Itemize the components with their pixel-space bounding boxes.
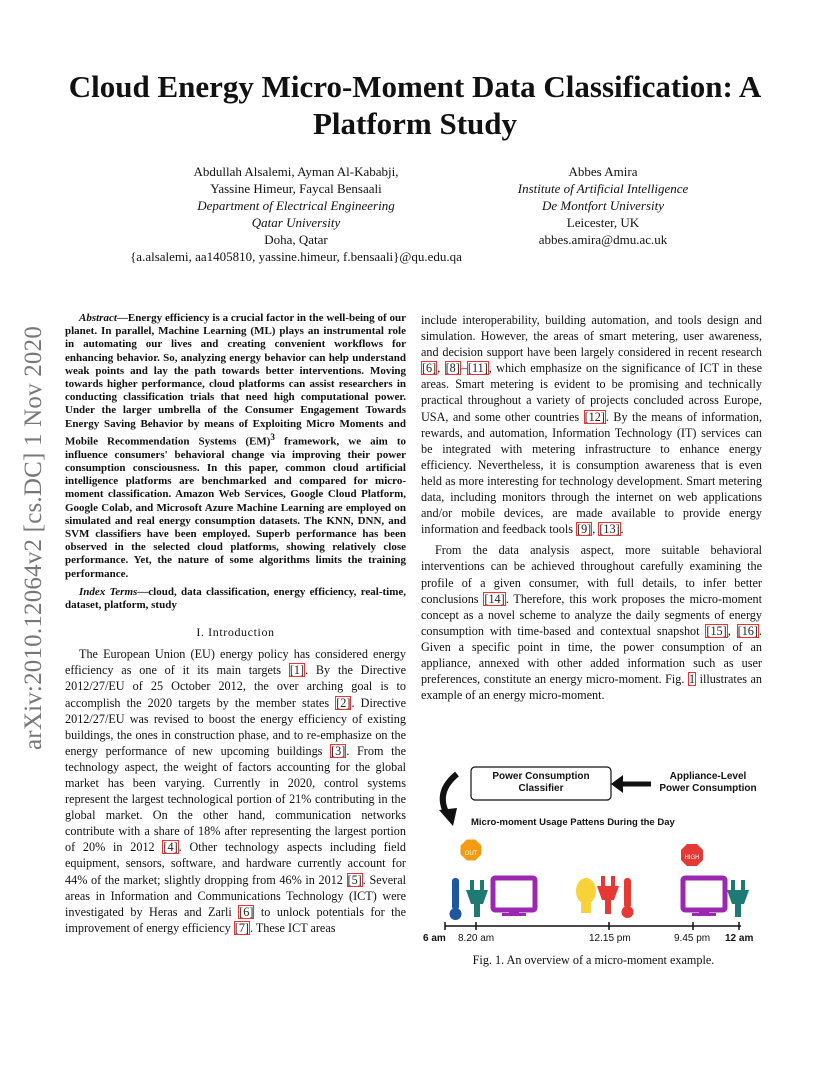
curved-arrow-head-icon: [439, 808, 457, 826]
abstract-text-1: —Energy efficiency is a crucial factor in the well-being of our planet. In parallel, Machine Learning (ML) plays an instrumental role in automating our lives and creating convenient workflows for enhancing behavior. So, analyzing energy behavior can help understand weak points and lay the path towards better interventions. Moving towards higher performance, cloud platforms can assist researchers in conducting classification trials that need high computational power. Under the larger umbrella of the Consumer Engagement Towards Energy Saving Behavior by means of Exploiting Micro Moments and Mobile Recommendation Systems (EM): [65, 312, 406, 448]
author-name: Abbes Amira: [568, 164, 638, 179]
text: The European Union (EU) energy policy has considered energy efficiency as one of it its main targets: [65, 647, 406, 678]
thermometer-icon: [452, 878, 459, 910]
intro-paragraph: [65, 646, 406, 936]
thermometer-bulb-icon: [622, 906, 634, 918]
citation-link[interactable]: [16]: [737, 623, 758, 638]
citation-link[interactable]: [8]: [445, 361, 460, 376]
text: . By the means of information, rewards, and automation, Information Technology (IT) services can be integrated with metering infrastructure to enhance energy efficiency. Nevertheless, it is consumption awareness that is even held as more interesting for technology development. Smart metering data, including monitors through the internet on web applications and/or mobile devices, are made available to provide energy information and feedback tools: [421, 409, 762, 537]
monitor-icon: [683, 878, 725, 910]
citation-link[interactable]: [15]: [706, 623, 727, 638]
text: include interoperability, building automation, and tools design and simulation. However, the areas of smart metering, user awareness, and decision support have been largely considered in recent research: [421, 313, 762, 360]
citation-link[interactable]: [12]: [584, 409, 605, 424]
figure-caption: Fig. 1. An overview of a micro-moment example.: [472, 953, 715, 967]
author-university: Qatar University: [251, 215, 341, 230]
text: . Other technology aspects including field equipment, sensors, software, and hardware currently account for 44% of the market; slightly dropping from 46% in 2012: [65, 840, 406, 887]
bulb-icon: [576, 878, 596, 904]
plug-icon: [727, 890, 749, 917]
author-names-1: Abdullah Alsalemi, Ayman Al-Kababji,: [193, 164, 399, 179]
arxiv-identifier: arXiv:2010.12064v2 [cs.DC] 1 Nov 2020: [20, 325, 47, 750]
section-heading: I. Introduction: [196, 625, 275, 640]
right-paragraph-2: [421, 542, 762, 703]
citation-link[interactable]: [6]: [422, 361, 437, 376]
authors-left: [106, 163, 486, 265]
text: –: [460, 361, 467, 376]
figure-1: [421, 762, 766, 962]
author-department: Department of Electrical Engineering: [197, 198, 395, 213]
text: illustrates an example of an energy micro-moment.: [421, 672, 763, 703]
author-names-2: Yassine Himeur, Faycal Bensaali: [210, 181, 382, 196]
monitor-base-icon: [502, 913, 526, 916]
time-label-6am: 6 am: [423, 933, 446, 944]
text: . Directive 2012/27/EU was revised to boost the energy efficiency of existing buildings, the ones in construction phase, and to re-emphasize on the energy performance of new upcoming buildings: [65, 695, 406, 758]
paper-title: Cloud Energy Micro-Moment Data Classification: A Platform Study: [68, 69, 762, 141]
left-column: [65, 312, 406, 936]
time-label-820am: 8.20 am: [458, 933, 495, 944]
author-email[interactable]: abbes.amira@dmu.ac.uk: [538, 232, 668, 247]
time-label-12am: 12 am: [725, 933, 754, 944]
plug-icon: [466, 890, 488, 917]
text: . By the Directive 2012/27/EU of 25 October 2012, the over arching goal is to accomplish the 2020 targets by the member states: [65, 663, 407, 710]
text: . Therefore, this work proposes the micro-moment concept as a novel scheme to analyze the daily segments of energy consumption with time-based and contextual snapshot: [421, 591, 763, 638]
pattern-label: Micro-moment Usage Pattens During the Day: [471, 817, 675, 828]
citation-link[interactable]: [1]: [289, 663, 305, 678]
author-emails[interactable]: {a.alsalemi, aa1405810, yassine.himeur, f.bensaali}@qu.edu.qa: [130, 249, 462, 264]
author-city: Doha, Qatar: [264, 232, 328, 247]
classifier-label: Power Consumption Classifier: [492, 771, 590, 794]
citation-link[interactable]: [11]: [467, 361, 488, 376]
author-institute: Institute of Artificial Intelligence: [517, 181, 689, 196]
time-label-1215pm: 12.15 pm: [589, 933, 631, 944]
index-terms: [65, 586, 406, 612]
text: to unlock potentials for the improvement of energy efficiency: [65, 904, 407, 935]
bulb-base-icon: [581, 903, 591, 913]
text: . Several areas in Information and Communications Technology (ICT) were investigated by Heras and Zarli: [65, 872, 406, 919]
citation-link[interactable]: [9]: [577, 522, 592, 537]
monitor-icon: [493, 878, 535, 910]
plug-icon: [597, 886, 619, 914]
index-terms-label: Index Terms: [79, 585, 138, 598]
citation-link[interactable]: [3]: [331, 743, 346, 758]
text: . From the technology aspect, the weight of factors accounting for the global market has been varying. Currently in 2020, control systems represent the largest technological portion of 21% contributing in the global market. On the other hand, communication networks contribute with a share of 18% after representing the largest portion of 20% in 2012: [65, 743, 406, 855]
abstract-text-2: framework, we aim to influence consumers' behavioral change via improving their power consumption consciousness. In this paper, common cloud artificial intelligence platforms are benchmarked and compared for micro-moment classification. Amazon Web Services, Google Cloud Platform, Google Colab, and Microsoft Azure Machine Learning are employed on simulated and real energy consumption datasets. The KNN, DNN, and SVM classifiers have been employed. Superb performance has been observed in the selected cloud platforms, showing relatively close performance. Yet, the nature of some algorithms limits the training performance.: [65, 435, 406, 580]
citation-link[interactable]: [2]: [336, 695, 351, 710]
arrow-head-icon: [611, 775, 623, 793]
author-city: Leicester, UK: [566, 215, 640, 230]
curved-arrow-icon: [443, 774, 457, 814]
text: ,: [437, 361, 445, 376]
time-label-945pm: 9.45 pm: [674, 933, 711, 944]
citation-link[interactable]: [14]: [484, 591, 505, 606]
text: ,: [592, 522, 599, 537]
citation-link[interactable]: [4]: [163, 840, 178, 855]
thermometer-icon: [624, 878, 631, 908]
author-university: De Montfort University: [541, 198, 665, 213]
citation-link[interactable]: [13]: [599, 522, 620, 537]
figure-link[interactable]: 1: [688, 672, 696, 687]
monitor-base-icon: [692, 913, 716, 916]
out-sign-label: OUT: [464, 851, 478, 857]
text: . Given a specific point in time, the power consumption of an appliance, annexed with other added information such as user preferences, constitute an energy micro-moment. Fig.: [421, 623, 763, 687]
citation-link[interactable]: [5]: [347, 872, 362, 887]
text: , which emphasize on the significance of ICT in these areas. Smart metering is evident to be promising and technically practical throughout a variety of projects concluded across Europe, USA, and some other countries: [421, 361, 762, 424]
right-paragraph-1: [421, 312, 762, 537]
citation-link[interactable]: [7]: [234, 920, 249, 935]
abstract: [65, 312, 406, 581]
citation-link[interactable]: [6]: [239, 904, 254, 919]
high-sign-label: HIGH: [684, 855, 700, 861]
right-column: [421, 312, 762, 703]
text: . These ICT areas: [249, 920, 336, 935]
text: From the data analysis aspect, more suitable behavioral interventions can be achieved throughout carefully examining the profile of a given consumer, with full details, to infer better conclusions: [421, 543, 762, 606]
text: .: [620, 522, 624, 537]
authors-right: [478, 163, 728, 248]
index-terms-text: —cloud, data classification, energy efficiency, real-time, dataset, platform, study: [65, 585, 406, 611]
thermometer-bulb-icon: [450, 908, 462, 920]
abstract-label: Abstract: [79, 312, 117, 324]
appliance-label: Appliance-Level Power Consumption: [659, 771, 757, 794]
text: ,: [727, 623, 737, 638]
abstract-sup: 3: [270, 431, 275, 442]
